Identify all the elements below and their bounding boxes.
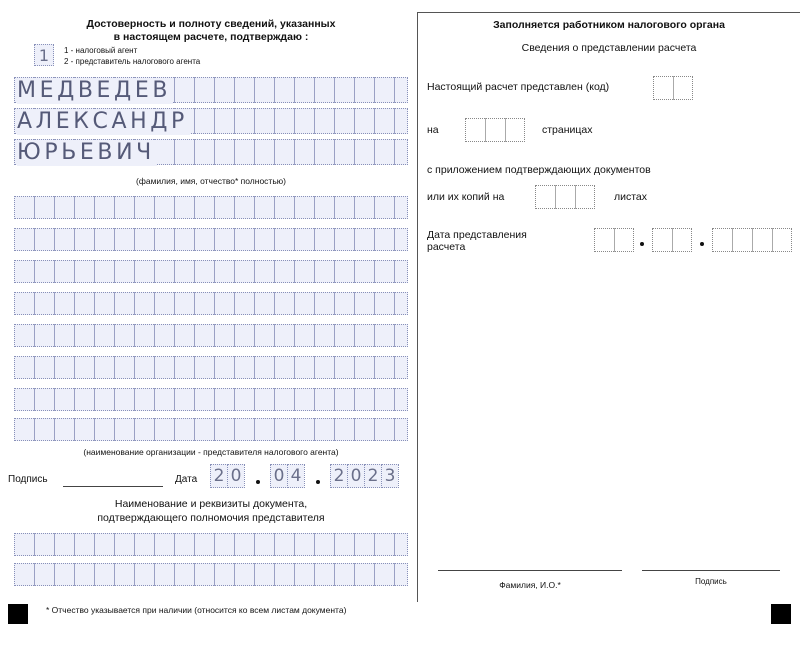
signature-label: Подпись: [8, 474, 48, 485]
fio-caption: Фамилия, И.О.*: [499, 580, 561, 590]
date-year-digit: 0: [347, 464, 365, 488]
patronymic-field[interactable]: [14, 139, 408, 165]
marker-square-left: [8, 604, 28, 624]
submitted-code-label: Настоящий расчет представлен (код): [427, 81, 610, 93]
date-separator: [316, 480, 320, 484]
date-year-digit: 2: [330, 464, 348, 488]
authority-doc-title: [14, 497, 408, 525]
pages-count-field[interactable]: [465, 118, 525, 142]
first-name-field[interactable]: [14, 108, 408, 134]
left-header: [14, 18, 408, 44]
date-year-digit: 2: [364, 464, 382, 488]
sheets-label: листах: [614, 191, 648, 203]
name-caption: (фамилия, имя, отчество* полностью): [136, 176, 286, 186]
signer-code-field[interactable]: 1: [34, 44, 54, 66]
submission-date-label-line1: Дата представления: [427, 229, 527, 241]
sheets-count-field[interactable]: [535, 185, 595, 209]
pages-label: страницах: [542, 124, 593, 136]
attachments-line2: или их копий на: [427, 191, 505, 203]
org-name-row-3[interactable]: [14, 260, 408, 283]
submission-day-field[interactable]: [594, 228, 634, 252]
column-divider: [417, 12, 418, 602]
right-signature-line[interactable]: [642, 570, 780, 571]
last-name-value: МЕДВЕДЕВ: [17, 78, 172, 103]
date-day-digit: 0: [227, 464, 245, 488]
org-name-row-5[interactable]: [14, 324, 408, 347]
date-separator: [700, 242, 704, 246]
patronymic-value: ЮРЬЕВИЧ: [17, 140, 155, 165]
left-header-line1: Достоверность и полноту сведений, указанных: [86, 18, 336, 30]
option-agent: 1 - налоговый агент: [64, 46, 138, 55]
submission-year-field[interactable]: [712, 228, 792, 252]
top-rule: [418, 12, 800, 13]
right-header: Заполняется работником налогового органа: [493, 19, 725, 31]
org-name-row-2[interactable]: [14, 228, 408, 251]
date-label: Дата: [175, 474, 198, 485]
org-name-row-4[interactable]: [14, 292, 408, 315]
date-year-field[interactable]: [330, 464, 398, 488]
authority-doc-row-2[interactable]: [14, 563, 408, 586]
submission-date-label: [427, 229, 527, 253]
org-name-row-6[interactable]: [14, 356, 408, 379]
authority-doc-title-line2: подтверждающего полномочия представителя: [97, 512, 325, 524]
pages-prefix: на: [427, 124, 439, 136]
org-name-row-1[interactable]: [14, 196, 408, 219]
left-header-line2: в настоящем расчете, подтверждаю :: [113, 31, 309, 43]
date-year-digit: 3: [381, 464, 399, 488]
date-month-field[interactable]: [270, 464, 304, 488]
authority-doc-row-1[interactable]: [14, 533, 408, 556]
last-name-field[interactable]: [14, 77, 408, 103]
date-day-field[interactable]: [210, 464, 244, 488]
date-separator: [640, 242, 644, 246]
org-name-row-8[interactable]: [14, 418, 408, 441]
date-separator: [256, 480, 260, 484]
right-signature-caption: Подпись: [695, 577, 727, 586]
first-name-value: АЛЕКСАНДР: [17, 109, 188, 134]
right-subheader: Сведения о представлении расчета: [521, 42, 697, 54]
fio-line[interactable]: [438, 570, 622, 571]
signature-line[interactable]: [63, 486, 163, 487]
attachments-line1: с приложением подтверждающих документов: [427, 164, 651, 176]
option-representative: 2 - представитель налогового агента: [64, 57, 201, 66]
submitted-code-field[interactable]: [653, 76, 693, 100]
submission-date-label-line2: расчета: [427, 241, 466, 253]
date-month-digit: 0: [270, 464, 288, 488]
marker-square-right: [771, 604, 791, 624]
date-month-digit: 4: [287, 464, 305, 488]
date-day-digit: 2: [210, 464, 228, 488]
footnote: * Отчество указывается при наличии (относится ко всем листам документа): [46, 605, 347, 615]
org-caption: (наименование организации - представителя налогового агента): [83, 447, 339, 457]
submission-month-field[interactable]: [652, 228, 692, 252]
authority-doc-title-line1: Наименование и реквизиты документа,: [114, 498, 308, 510]
org-name-row-7[interactable]: [14, 388, 408, 411]
signer-options: [64, 45, 200, 67]
